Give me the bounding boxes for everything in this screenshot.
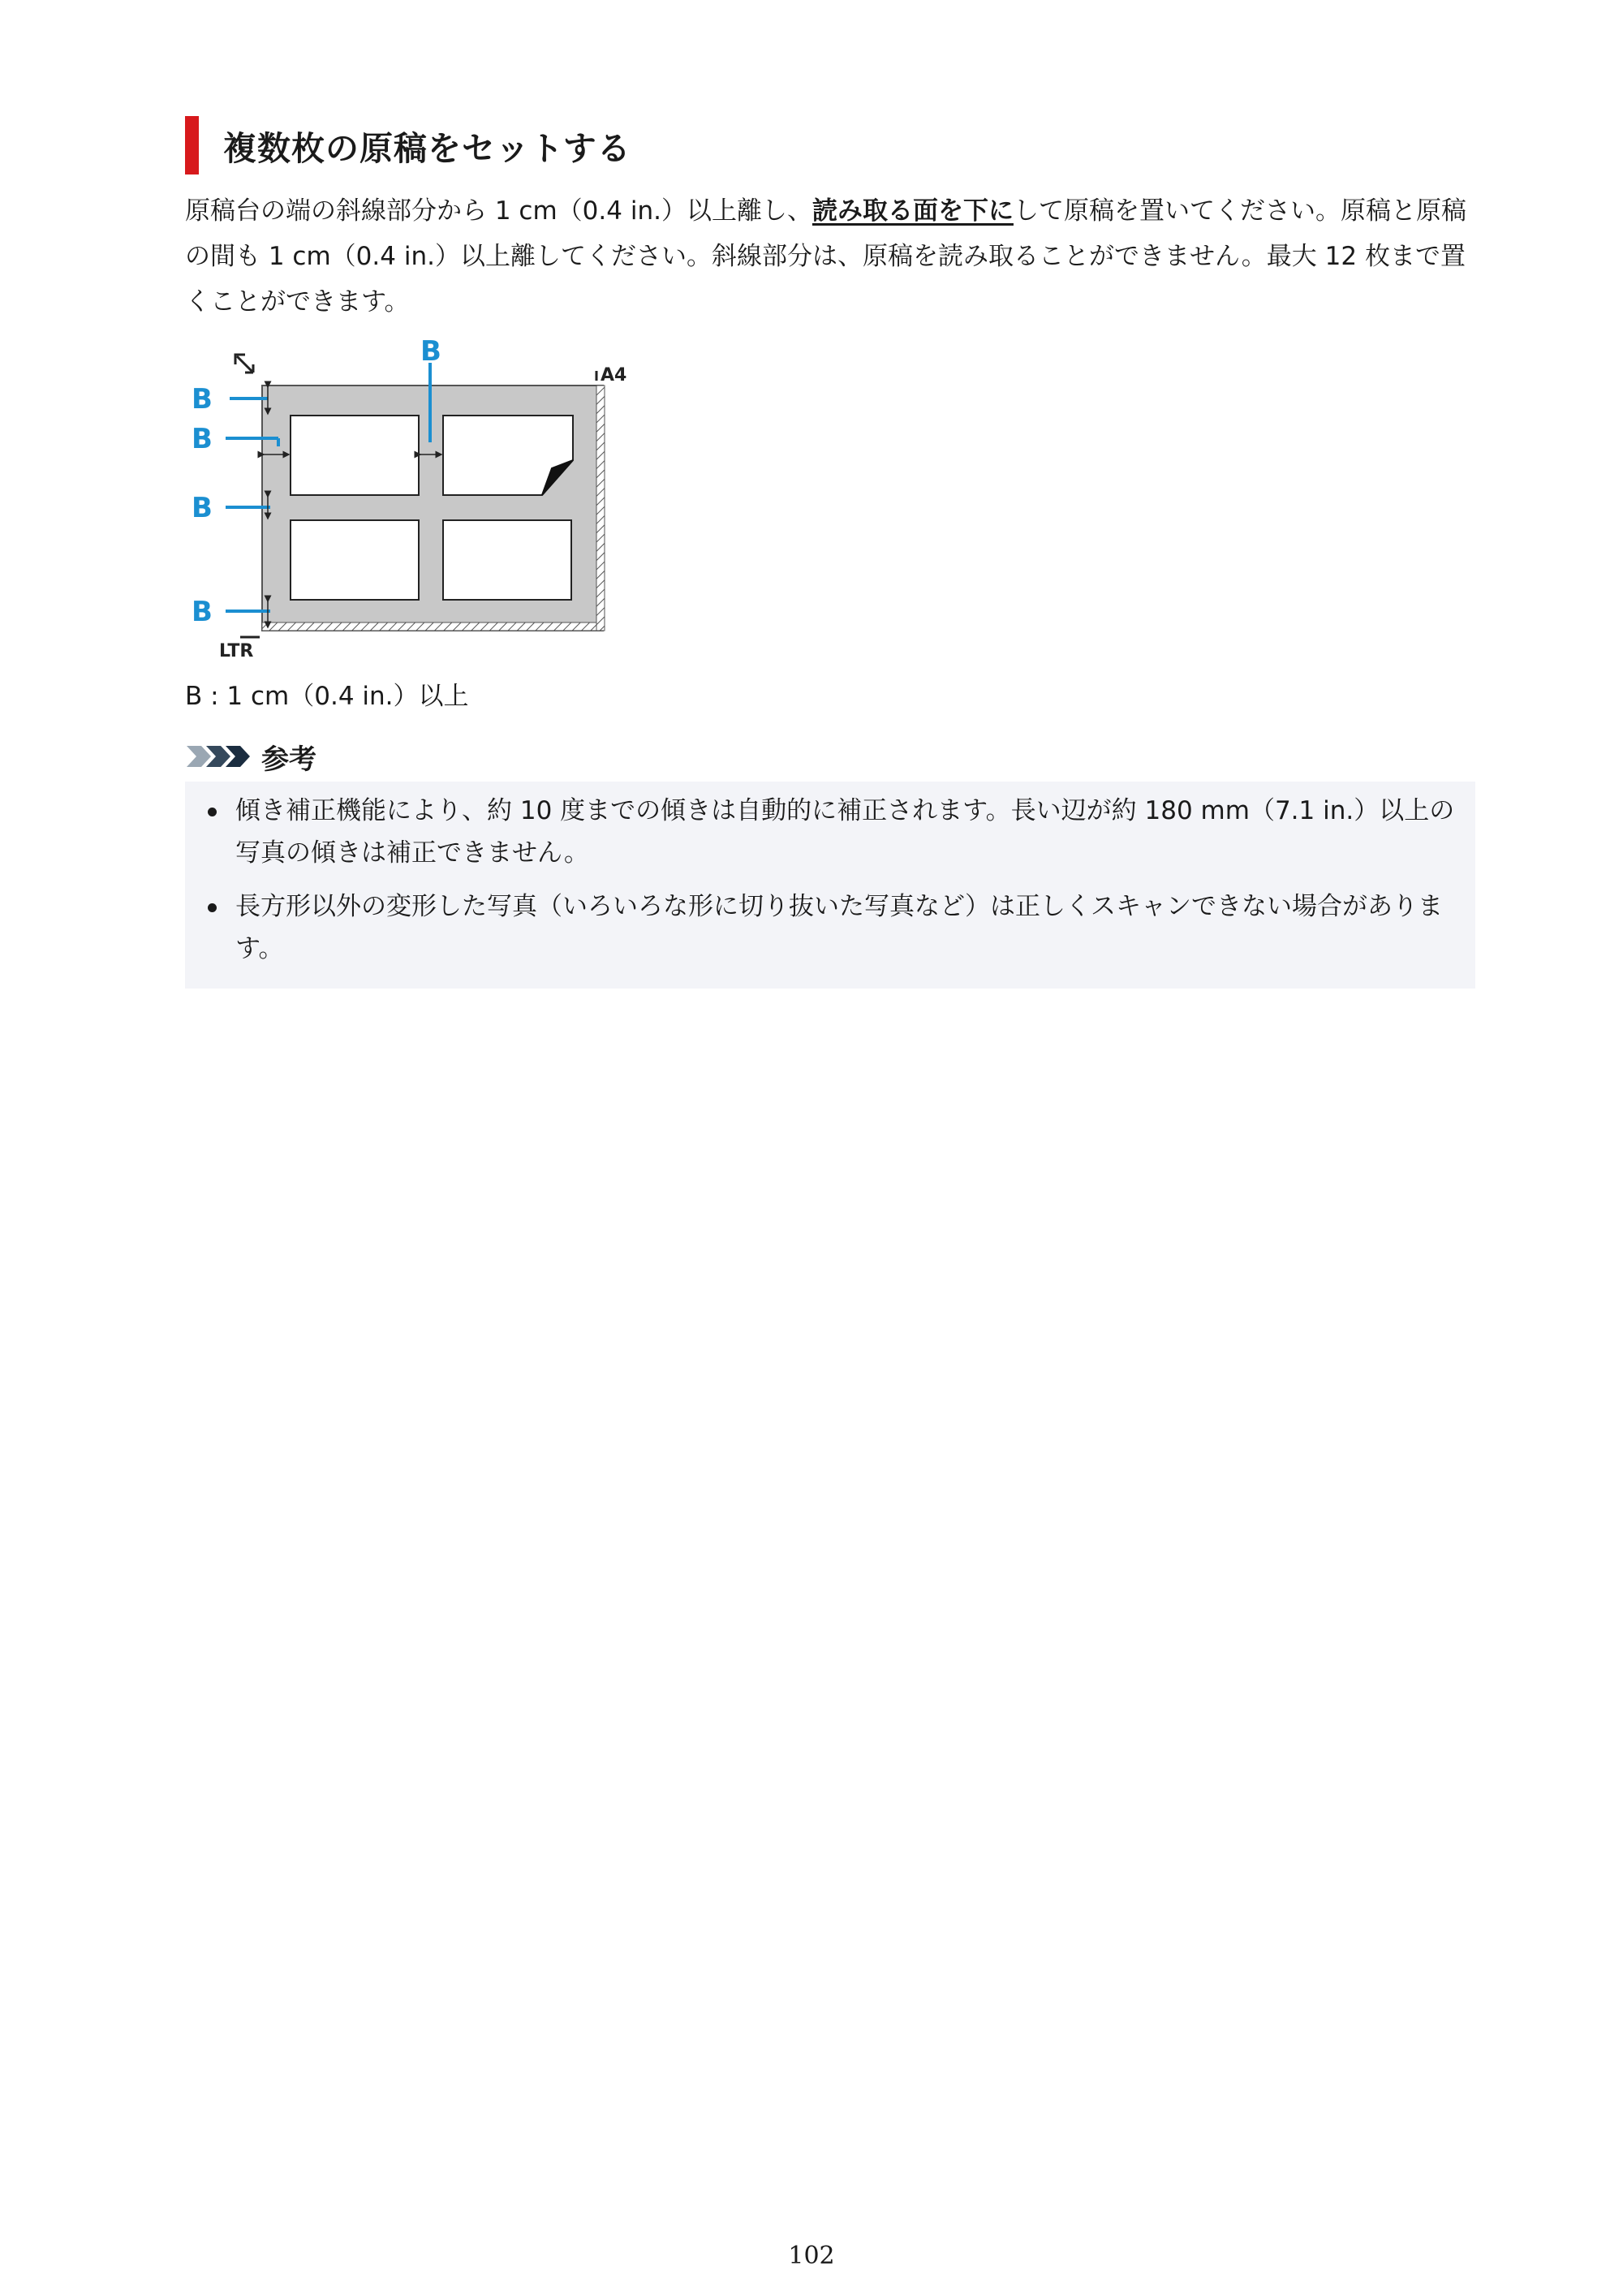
label-ltr: LTR (219, 641, 254, 661)
label-b-1: B (192, 383, 213, 416)
note-list (185, 782, 1475, 981)
original-bottom-left (291, 520, 419, 600)
note-header (185, 737, 316, 776)
note-item (185, 790, 1475, 874)
diagram-caption: B : 1 cm（0.4 in.）以上 (185, 682, 469, 711)
platen-placement-diagram (185, 329, 656, 670)
heading-title: 複数枚の原稿をセットする (223, 128, 631, 168)
bullet-icon (208, 903, 217, 912)
section-heading (185, 116, 631, 174)
label-b-2: B (192, 423, 213, 455)
heading-accent-bar (185, 116, 199, 174)
paragraph-text-1: 原稿台の端の斜線部分から 1 cm（0.4 in.）以上離し、 (185, 196, 812, 226)
hatched-strip-bottom (262, 622, 605, 631)
label-a4: A4 (601, 365, 627, 386)
page-number: 102 (788, 2242, 835, 2270)
alignment-mark-icon (235, 355, 253, 373)
note-chevrons-icon (185, 743, 253, 770)
original-bottom-right (443, 520, 571, 600)
label-b-3: B (192, 492, 213, 524)
original-top-left (291, 416, 419, 495)
note-item-text: 長方形以外の変形した写真（いろいろな形に切り抜いた写真など）は正しくスキャンできない場合があります。 (235, 892, 1443, 963)
instruction-paragraph (185, 188, 1483, 325)
note-box (185, 782, 1475, 989)
label-b-top: B (420, 335, 441, 368)
paragraph-text-2: して原稿を置いてください。原稿と原稿の間も 1 cm（0.4 in.）以上離してください。斜線部分は、原稿を読み取ることができません。最大 12 枚まで置くことができます。 (185, 196, 1466, 317)
note-item (185, 885, 1475, 970)
bullet-icon (208, 808, 217, 816)
note-label: 参考 (261, 743, 316, 776)
hatched-strip-right (596, 386, 605, 631)
label-b-4: B (192, 596, 213, 628)
paragraph-emphasis: 読み取る面を下に (812, 196, 1014, 226)
note-item-text: 傾き補正機能により、約 10 度までの傾きは自動的に補正されます。長い辺が約 180 mm（7.1 in.）以上の写真の傾きは補正できません。 (235, 796, 1455, 868)
